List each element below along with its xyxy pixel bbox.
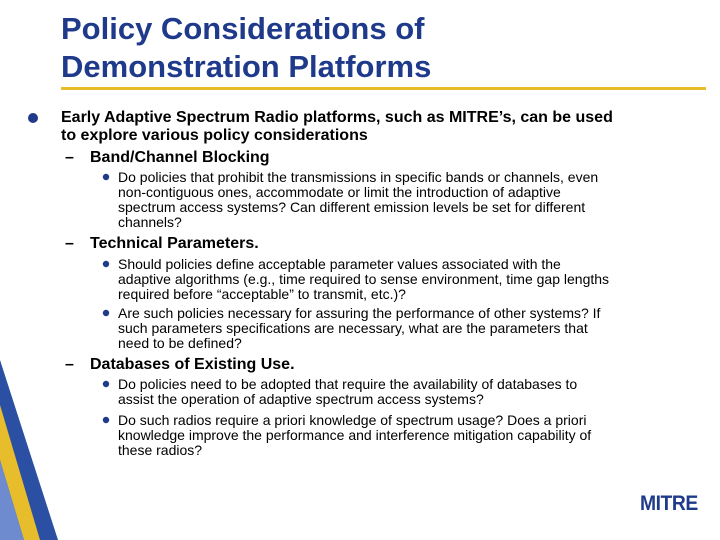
- main-bullet-icon: [27, 112, 39, 124]
- item-line: Do such radios require a priori knowledge of spectrum usage? Does a priori: [118, 412, 587, 428]
- main-point-line-1: Early Adaptive Spectrum Radio platforms, such as MITRE’s, can be used: [61, 109, 613, 126]
- item-line: channels?: [118, 214, 182, 230]
- section-heading-text: Databases of Existing Use.: [90, 356, 295, 373]
- item-line: need to be defined?: [118, 335, 242, 351]
- list-item: [118, 170, 690, 230]
- sub-bullet-icon: [102, 380, 110, 388]
- list-item: [118, 377, 690, 407]
- sub-bullet-icon: [102, 309, 110, 317]
- dash-marker: –: [65, 356, 74, 373]
- main-point-line-2: to explore various policy considerations: [61, 127, 368, 144]
- main-point: [61, 109, 701, 145]
- list-item: [118, 413, 690, 458]
- item-line: Are such policies necessary for assuring the performance of other systems? If: [118, 305, 601, 321]
- page-title: [61, 10, 701, 86]
- section-heading-databases: [65, 355, 700, 375]
- dash-marker: –: [65, 235, 74, 252]
- list-item: [118, 306, 690, 351]
- item-line: these radios?: [118, 442, 203, 458]
- section-heading-band-channel: [65, 148, 700, 168]
- item-line: non-contiguous ones, accommodate or limit the introduction of adaptive: [118, 184, 561, 200]
- dash-marker: –: [65, 149, 74, 166]
- section-heading-text: Technical Parameters.: [90, 235, 259, 252]
- list-item: [118, 257, 690, 302]
- item-line: Do policies that prohibit the transmissions in specific bands or channels, even: [118, 169, 599, 185]
- section-heading-text: Band/Channel Blocking: [90, 149, 270, 166]
- sub-bullet-icon: [102, 260, 110, 268]
- sub-bullet-icon: [102, 416, 110, 424]
- mitre-logo: [640, 493, 702, 515]
- title-underline: [61, 87, 706, 90]
- item-line: assist the operation of adaptive spectrum access systems?: [118, 391, 484, 407]
- item-line: spectrum access systems? Can different emission levels be set for different: [118, 199, 586, 215]
- item-line: Do policies need to be adopted that require the availability of databases to: [118, 376, 578, 392]
- item-line: knowledge improve the performance and interference mitigation capability of: [118, 427, 592, 443]
- title-line-2: Demonstration Platforms: [61, 49, 432, 84]
- title-line-1: Policy Considerations of: [61, 11, 425, 46]
- item-line: such parameters specifications are necessary, what are the parameters that: [118, 320, 588, 336]
- item-line: Should policies define acceptable parameter values associated with the: [118, 256, 561, 272]
- sub-bullet-icon: [102, 173, 110, 181]
- item-line: required before “acceptable” to transmit, etc.)?: [118, 286, 406, 302]
- item-line: adaptive algorithms (e.g., time required to sense environment, time gap lengths: [118, 271, 610, 287]
- logo-text: MITRE: [640, 492, 698, 515]
- section-heading-technical-parameters: [65, 234, 700, 254]
